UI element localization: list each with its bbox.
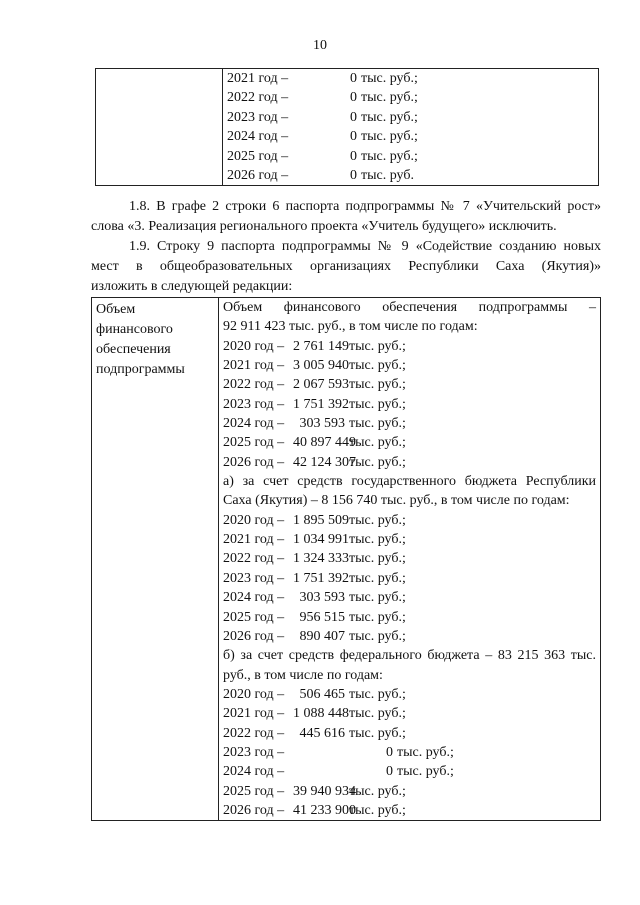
unit-label: тыс. руб.; (349, 686, 406, 702)
year-label: 2023 год – (223, 744, 285, 760)
section-b-year-row (223, 724, 596, 743)
paragraph-1-9-line3: изложить в следующей редакции: (91, 279, 293, 294)
amount-value: 2 761 149 (293, 338, 349, 354)
year-row (227, 69, 594, 88)
table-funding-cell (223, 69, 599, 186)
year-row (227, 127, 594, 146)
year-label: 2022 год – (227, 90, 289, 106)
unit-label: тыс. руб.; (349, 590, 406, 606)
amount-value: 506 465 (299, 686, 345, 702)
section-b-line1: б) за счет средств федерального бюджета – 83 215 363 тыс. (223, 648, 596, 664)
amount-value: 1 895 509 (293, 512, 349, 528)
year-row (227, 88, 594, 107)
section-b-year-row (223, 704, 596, 723)
year-label: 2023 год – (227, 109, 289, 125)
year-label: 2024 год – (223, 416, 285, 432)
amount-value: 0 (350, 71, 357, 86)
amount-value: 39 940 934 (293, 783, 356, 799)
unit-label: тыс. руб.; (349, 551, 406, 567)
year-label: 2020 год – (223, 686, 285, 702)
section-a-line1: а) за счет средств государственного бюджета Республики (223, 474, 596, 490)
year-label: 2024 год – (223, 590, 285, 606)
funding-value-cell (219, 298, 601, 821)
amount-value: 303 593 (299, 590, 345, 606)
total-year-row (223, 337, 596, 356)
amount-value: 1 324 333 (293, 551, 349, 567)
year-label: 2020 год – (223, 338, 285, 354)
unit-label: тыс. руб.; (349, 609, 406, 625)
total-year-row (223, 356, 596, 375)
amount-value: 445 616 (299, 725, 345, 741)
section-b-line2: руб., в том числе по годам: (223, 667, 383, 683)
amount-value: 0 (350, 167, 357, 183)
year-label: 2021 год – (227, 71, 289, 86)
unit-label: тыс. руб. (361, 167, 414, 183)
section-a-year-row (223, 511, 596, 530)
total-year-row (223, 395, 596, 414)
paragraph-1-8-line2: слова «3. Реализация регионального проекта «Учитель будущего» исключить. (91, 219, 557, 234)
passport-table-funding (91, 297, 601, 821)
total-year-row (223, 433, 596, 452)
amount-value: 0 (350, 90, 357, 106)
amount-value: 2 067 593 (293, 377, 349, 393)
funding-intro-line1: Объем финансового обеспечения подпрограммы – (223, 300, 596, 315)
section-a-year-row (223, 627, 596, 646)
unit-label: тыс. руб.; (349, 725, 406, 741)
unit-label: тыс. руб.; (349, 435, 406, 451)
page-number: 10 (313, 38, 327, 53)
year-label: 2020 год – (223, 512, 285, 528)
amount-value: 42 124 307 (293, 454, 356, 470)
year-label: 2025 год – (227, 148, 289, 164)
section-a-year-row (223, 588, 596, 607)
unit-label: тыс. руб.; (349, 532, 406, 548)
year-label: 2021 год – (223, 706, 285, 722)
year-label: 2022 год – (223, 377, 285, 393)
amount-value: 0 (350, 109, 357, 125)
unit-label: тыс. руб.; (349, 396, 406, 412)
funding-label-line: финансового (96, 322, 173, 337)
year-label: 2022 год – (223, 551, 285, 567)
paragraph-1-9-line1: 1.9. Строку 9 паспорта подпрограммы № 9 «Содействие созданию новых (129, 239, 601, 254)
funding-intro-line2: 92 911 423 тыс. руб., в том числе по годам: (223, 319, 478, 335)
section-b-year-row (223, 801, 596, 820)
amount-value: 1 751 392 (293, 396, 349, 412)
paragraph-1-8-line1: 1.8. В графе 2 строки 6 паспорта подпрограммы № 7 «Учительский рост» (129, 199, 601, 214)
year-label: 2021 год – (223, 358, 285, 374)
unit-label: тыс. руб.; (349, 416, 406, 432)
amount-value: 303 593 (299, 416, 345, 432)
unit-label: тыс. руб.; (397, 764, 454, 780)
section-b-year-row (223, 782, 596, 801)
amount-value: 41 233 900 (293, 802, 356, 818)
unit-label: тыс. руб.; (349, 570, 406, 586)
year-label: 2026 год – (223, 454, 285, 470)
amount-value: 1 751 392 (293, 570, 349, 586)
unit-label: тыс. руб.; (361, 90, 418, 106)
amount-value: 0 (386, 764, 393, 780)
year-label: 2024 год – (227, 129, 289, 145)
unit-label: тыс. руб.; (361, 71, 418, 86)
amount-value: 40 897 449 (293, 435, 356, 451)
unit-label: тыс. руб.; (361, 109, 418, 125)
amount-value: 3 005 940 (293, 358, 349, 374)
unit-label: тыс. руб.; (397, 744, 454, 760)
unit-label: тыс. руб.; (349, 783, 406, 799)
section-b-year-row (223, 743, 596, 762)
year-label: 2026 год – (223, 628, 285, 644)
year-row (227, 147, 594, 166)
unit-label: тыс. руб.; (349, 454, 406, 470)
unit-label: тыс. руб.; (349, 706, 406, 722)
passport-table-continuation (95, 68, 599, 186)
amount-value: 890 407 (299, 628, 345, 644)
unit-label: тыс. руб.; (361, 129, 418, 145)
funding-label-line: обеспечения (96, 342, 171, 357)
paragraph-1-8 (91, 197, 601, 237)
unit-label: тыс. руб.; (349, 802, 406, 818)
section-a-year-row (223, 549, 596, 568)
section-b-year-row (223, 685, 596, 704)
amount-value: 1 088 448 (293, 706, 349, 722)
unit-label: тыс. руб.; (349, 358, 406, 374)
year-row (227, 108, 594, 127)
year-label: 2026 год – (223, 802, 285, 818)
funding-label-cell (92, 298, 219, 821)
amount-value: 1 034 991 (293, 532, 349, 548)
total-year-row (223, 375, 596, 394)
paragraph-1-9 (91, 237, 601, 297)
unit-label: тыс. руб.; (361, 148, 418, 164)
funding-label-line: подпрограммы (96, 362, 185, 377)
amount-value: 0 (386, 744, 393, 760)
amount-value: 956 515 (299, 609, 345, 625)
year-label: 2024 год – (223, 764, 285, 780)
section-a-year-row (223, 608, 596, 627)
year-label: 2022 год – (223, 725, 285, 741)
year-label: 2023 год – (223, 396, 285, 412)
year-label: 2025 год – (223, 435, 285, 451)
unit-label: тыс. руб.; (349, 512, 406, 528)
year-row (227, 166, 594, 185)
year-label: 2025 год – (223, 783, 285, 799)
section-b-year-row (223, 762, 596, 781)
section-a-year-row (223, 569, 596, 588)
section-a-line2: Саха (Якутия) – 8 156 740 тыс. руб., в том числе по годам: (223, 493, 570, 509)
amount-value: 0 (350, 148, 357, 164)
funding-label-line: Объем (96, 302, 136, 317)
year-label: 2025 год – (223, 609, 285, 625)
year-label: 2026 год – (227, 167, 289, 183)
unit-label: тыс. руб.; (349, 338, 406, 354)
table-empty-cell (96, 69, 223, 186)
unit-label: тыс. руб.; (349, 628, 406, 644)
unit-label: тыс. руб.; (349, 377, 406, 393)
total-year-row (223, 453, 596, 472)
section-a-year-row (223, 530, 596, 549)
year-label: 2021 год – (223, 532, 285, 548)
total-year-row (223, 414, 596, 433)
paragraph-1-9-line2: мест в общеобразовательных организациях Республики Саха (Якутия)» (91, 259, 601, 274)
amount-value: 0 (350, 129, 357, 145)
year-label: 2023 год – (223, 570, 285, 586)
